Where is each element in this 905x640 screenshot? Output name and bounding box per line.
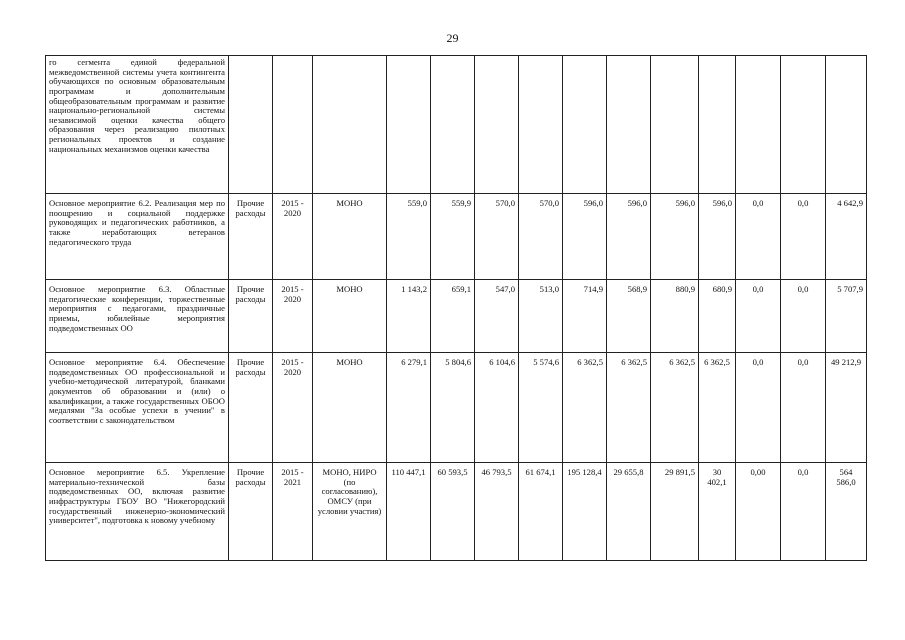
- value-cell: [781, 56, 826, 194]
- total-cell: 564 586,0: [826, 463, 867, 561]
- total-cell: 4 642,9: [826, 194, 867, 280]
- value-cell: 5 574,6: [519, 353, 563, 463]
- period: [273, 56, 313, 194]
- value-cell: [607, 56, 651, 194]
- value-cell: 6 279,1: [387, 353, 431, 463]
- value-cell: 568,9: [607, 280, 651, 353]
- value-cell: 61 674,1: [519, 463, 563, 561]
- funding-source: Прочие расходы: [229, 280, 273, 353]
- table-row: [46, 353, 867, 463]
- value-cell: [736, 56, 781, 194]
- value-cell: 46 793,5: [475, 463, 519, 561]
- value-cell: 880,9: [651, 280, 699, 353]
- executor: МОНО: [313, 353, 387, 463]
- value-cell: 0,0: [781, 463, 826, 561]
- table-row: [46, 463, 867, 561]
- value-cell: 0,0: [781, 194, 826, 280]
- value-cell: 6 362,5: [651, 353, 699, 463]
- value-cell: 559,0: [387, 194, 431, 280]
- total-cell: [826, 56, 867, 194]
- value-cell: 60 593,5: [431, 463, 475, 561]
- value-cell: 596,0: [607, 194, 651, 280]
- funding-source: Прочие расходы: [229, 463, 273, 561]
- funding-source: Прочие расходы: [229, 353, 273, 463]
- total-cell: 5 707,9: [826, 280, 867, 353]
- executor: [313, 56, 387, 194]
- table-row: [46, 280, 867, 353]
- activity-description: Основное мероприятие 6.2. Реализация мер по поощрению и социальной поддержке руководящих и педагогических работников, а также неработающих ветеранов педагогического труда: [46, 194, 229, 280]
- value-cell: 596,0: [699, 194, 736, 280]
- total-cell: 49 212,9: [826, 353, 867, 463]
- value-cell: 570,0: [519, 194, 563, 280]
- value-cell: [563, 56, 607, 194]
- value-cell: 659,1: [431, 280, 475, 353]
- value-cell: 29 891,5: [651, 463, 699, 561]
- value-cell: 6 104,6: [475, 353, 519, 463]
- activity-description: го сегмента единой федеральной межведомственной системы учета контингента обучающихся по основным образовательным программам и дополнительным общеобразовательным программам и развитие национально-региональной системы независимой оценки качества общего образования через реализацию пилотных региональных проектов и создание национальных механизмов оценки качества: [46, 56, 229, 194]
- value-cell: 0,0: [781, 353, 826, 463]
- period: 2015 - 2020: [273, 194, 313, 280]
- executor: МОНО, НИРО (по согласованию), ОМСУ (при условии участия): [313, 463, 387, 561]
- value-cell: [519, 56, 563, 194]
- value-cell: 570,0: [475, 194, 519, 280]
- value-cell: 559,9: [431, 194, 475, 280]
- value-cell: 29 655,8: [607, 463, 651, 561]
- value-cell: 680,9: [699, 280, 736, 353]
- value-cell: 6 362,5: [699, 353, 736, 463]
- funding-source: Прочие расходы: [229, 194, 273, 280]
- value-cell: 1 143,2: [387, 280, 431, 353]
- activity-description: Основное мероприятие 6.3. Областные педагогические конференции, торжественные мероприятия с педагогами, праздничные приемы, юбилейные мероприятия подведомственных ОО: [46, 280, 229, 353]
- page-number: 29: [446, 31, 459, 45]
- activity-description: Основное мероприятие 6.4. Обеспечение подведомственных ОО профессиональной и учебно-методической литературой, бланками документов об образовании и (или) о квалификации, а также государственных ОБОО медалями "За особые успехи в учении" в соответствии с законодательством: [46, 353, 229, 463]
- value-cell: 6 362,5: [563, 353, 607, 463]
- table-row: [46, 56, 867, 194]
- value-cell: 5 804,6: [431, 353, 475, 463]
- activity-description: Основное мероприятие 6.5. Укрепление материально-технической базы подведомственных ОО, включая развитие инфраструктуры ГБОУ ВО "Нижегородский государственный инженерно-экономический университет", подготовка к новому учебному: [46, 463, 229, 561]
- value-cell: 596,0: [563, 194, 607, 280]
- value-cell: 0,00: [736, 463, 781, 561]
- period: 2015 - 2020: [273, 280, 313, 353]
- value-cell: [431, 56, 475, 194]
- value-cell: 513,0: [519, 280, 563, 353]
- value-cell: [699, 56, 736, 194]
- value-cell: 0,0: [736, 280, 781, 353]
- value-cell: 6 362,5: [607, 353, 651, 463]
- value-cell: 110 447,1: [387, 463, 431, 561]
- funding-source: [229, 56, 273, 194]
- value-cell: 0,0: [781, 280, 826, 353]
- value-cell: 0,0: [736, 353, 781, 463]
- table-row: [46, 194, 867, 280]
- value-cell: 195 128,4: [563, 463, 607, 561]
- budget-table: [45, 55, 867, 561]
- period: 2015 - 2021: [273, 463, 313, 561]
- executor: МОНО: [313, 280, 387, 353]
- value-cell: 0,0: [736, 194, 781, 280]
- value-cell: 30 402,1: [699, 463, 736, 561]
- value-cell: 714,9: [563, 280, 607, 353]
- period: 2015 - 2020: [273, 353, 313, 463]
- value-cell: 596,0: [651, 194, 699, 280]
- value-cell: [387, 56, 431, 194]
- value-cell: [475, 56, 519, 194]
- value-cell: [651, 56, 699, 194]
- value-cell: 547,0: [475, 280, 519, 353]
- executor: МОНО: [313, 194, 387, 280]
